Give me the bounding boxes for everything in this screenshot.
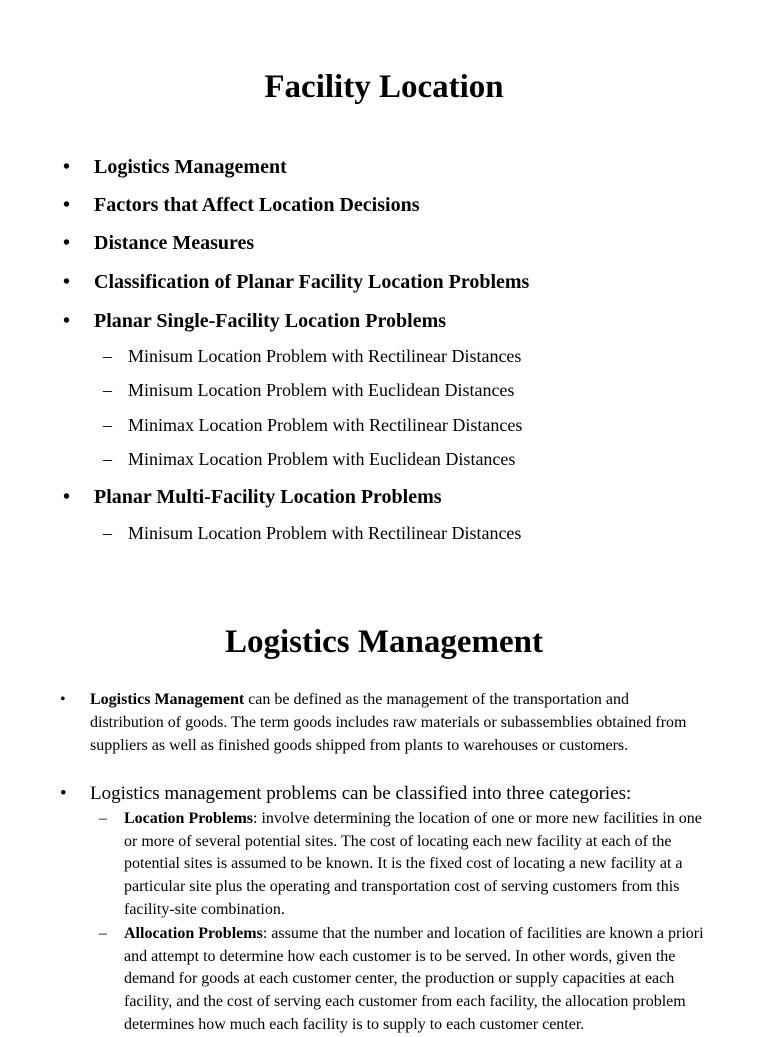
- sub-list-item-text: Minisum Location Problem with Rectilinear Distances: [128, 346, 522, 366]
- term: Logistics Management: [90, 691, 245, 708]
- bullet-icon: •: [63, 310, 71, 332]
- term: Location Problems: [124, 810, 254, 827]
- bullet-icon: •: [63, 271, 71, 293]
- sub-list-item-text: Minimax Location Problem with Rectilinear Distances: [128, 415, 523, 435]
- list-item-text: Distance Measures: [94, 232, 255, 254]
- slide-title: Facility Location: [264, 69, 504, 105]
- paragraph: [124, 808, 704, 922]
- sub-list-item-text: Minisum Location Problem with Rectilinear Distances: [128, 523, 522, 543]
- list-item-text: Logistics Management: [94, 156, 287, 178]
- paragraph: [90, 689, 704, 757]
- dash-icon: –: [99, 925, 107, 942]
- sub-list-item-text: Minimax Location Problem with Euclidean Distances: [128, 449, 516, 469]
- bullet-icon: •: [63, 486, 71, 508]
- bullet-icon: •: [63, 194, 71, 216]
- term: Allocation Problems: [124, 925, 263, 942]
- dash-icon: –: [103, 523, 112, 543]
- dash-icon: –: [103, 415, 112, 435]
- bullet-icon: •: [60, 783, 67, 804]
- list-item-text: Planar Multi-Facility Location Problems: [94, 486, 442, 508]
- list-item-text: Planar Single-Facility Location Problems: [94, 310, 447, 332]
- list-item-text: Classification of Planar Facility Location Problems: [94, 271, 530, 293]
- bullet-icon: •: [63, 232, 71, 254]
- dash-icon: –: [103, 346, 112, 366]
- bullet-icon: •: [60, 691, 66, 708]
- bullet-icon: •: [63, 156, 71, 178]
- list-item-text: Factors that Affect Location Decisions: [94, 194, 420, 216]
- dash-icon: –: [99, 810, 107, 827]
- definition-text: : assume that the number and location of facilities are known a priori and attempt to determine how each customer is to be served. In other words, given the demand for goods at each customer center, the production or supply capacities at each facility, and the cost of serving each customer from each facility, the allocation problem determines how much each facility is to supply to each customer center.: [124, 925, 704, 1033]
- dash-icon: –: [103, 449, 112, 469]
- definition-text: : involve determining the location of one or more new facilities in one or more of several potential sites. The cost of locating each new facility at each of the potential sites is assumed to be known. It is the fixed cost of locating a new facility at a particular site plus the operating and transportation cost of serving customers from this facility-site combination.: [124, 810, 702, 918]
- slide-title: Logistics Management: [224, 624, 544, 660]
- sub-list-item-text: Minisum Location Problem with Euclidean Distances: [128, 380, 515, 400]
- paragraph: [124, 923, 704, 1037]
- paragraph: Logistics management problems can be classified into three categories:: [90, 783, 632, 804]
- definition-text: can be defined as the management of the transportation and distribution of goods. The term goods includes raw materials or subassemblies obtained from suppliers as well as finished goods shipped from plants to warehouses or customers.: [90, 691, 687, 754]
- dash-icon: –: [103, 380, 112, 400]
